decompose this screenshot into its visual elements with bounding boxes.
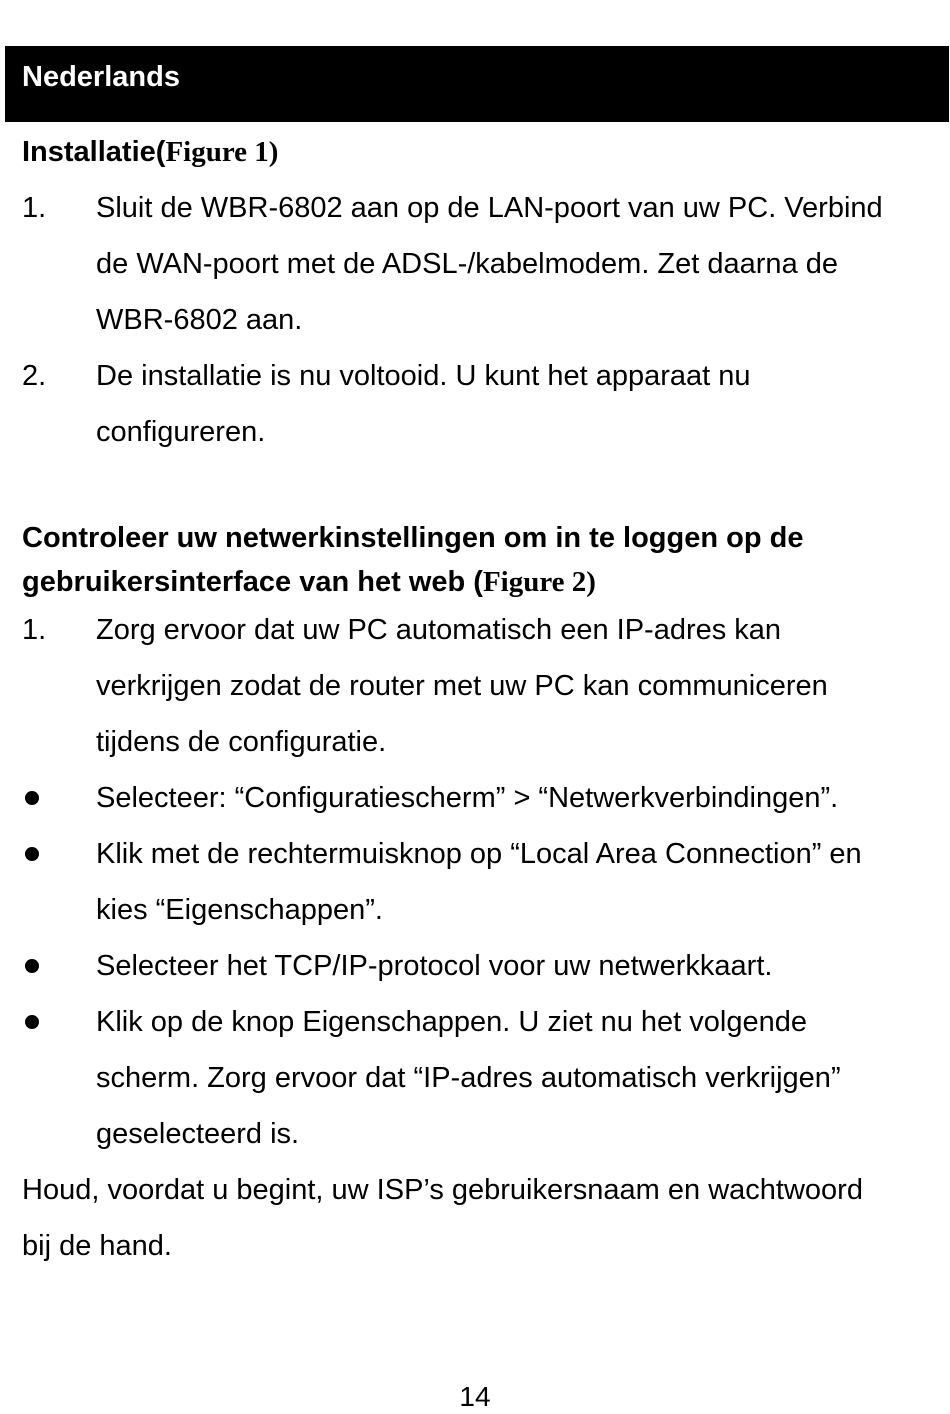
network-step-1-line-2: verkrijgen zodat de router met uw PC kan communiceren	[96, 670, 828, 702]
language-title: Nederlands	[22, 61, 180, 93]
bullet-dot-icon	[25, 1015, 39, 1029]
install-step-2-marker: 2.	[22, 360, 47, 392]
install-step-2-line-2: configureren.	[96, 416, 266, 448]
installation-heading	[22, 130, 278, 174]
bullet-dot-icon	[25, 791, 39, 805]
install-step-1-line-3: WBR-6802 aan.	[96, 304, 303, 336]
install-step-1-line-2: de WAN-poort met de ADSL-/kabelmodem. Zet daarna de	[96, 248, 839, 280]
install-step-1-marker: 1.	[22, 192, 47, 224]
installation-heading-text: Installatie(	[22, 136, 166, 168]
install-step-1-line-1: Sluit de WBR-6802 aan op de LAN-poort van uw PC. Verbind	[96, 192, 883, 224]
bullet-1-line-1: Selecteer: “Configuratiescherm” > “Netwerkverbindingen”.	[96, 782, 839, 814]
network-heading-line-2	[22, 560, 596, 604]
bullet-dot-icon	[25, 847, 39, 861]
language-banner	[5, 46, 949, 122]
bullet-2-line-1: Klik met de rechtermuisknop op “Local Area Connection” en	[96, 838, 862, 870]
bullet-4-line-1: Klik op de knop Eigenschappen. U ziet nu het volgende	[96, 1006, 807, 1038]
footer-note-line-1: Houd, voordat u begint, uw ISP’s gebruikersnaam en wachtwoord	[22, 1174, 863, 1206]
network-figure-ref: Figure 2)	[482, 566, 596, 598]
network-heading-line-1: Controleer uw netwerkinstellingen om in te loggen op de	[22, 522, 804, 554]
network-step-1-marker: 1.	[22, 614, 47, 646]
network-step-1-line-3: tijdens de configuratie.	[96, 726, 387, 758]
installation-figure-ref: Figure 1)	[165, 136, 279, 168]
bullet-4-line-3: geselecteerd is.	[96, 1118, 300, 1150]
page-number: 14	[459, 1381, 491, 1412]
install-step-2-line-1: De installatie is nu voltooid. U kunt het apparaat nu	[96, 360, 751, 392]
bullet-2-line-2: kies “Eigenschappen”.	[96, 894, 383, 926]
bullet-4-line-2: scherm. Zorg ervoor dat “IP-adres automatisch verkrijgen”	[96, 1062, 841, 1094]
bullet-3-line-1: Selecteer het TCP/IP-protocol voor uw netwerkkaart.	[96, 950, 773, 982]
network-heading-text: gebruikersinterface van het web (	[22, 566, 483, 598]
network-step-1-line-1: Zorg ervoor dat uw PC automatisch een IP-adres kan	[96, 614, 782, 646]
bullet-dot-icon	[25, 959, 39, 973]
footer-note-line-2: bij de hand.	[22, 1230, 172, 1262]
